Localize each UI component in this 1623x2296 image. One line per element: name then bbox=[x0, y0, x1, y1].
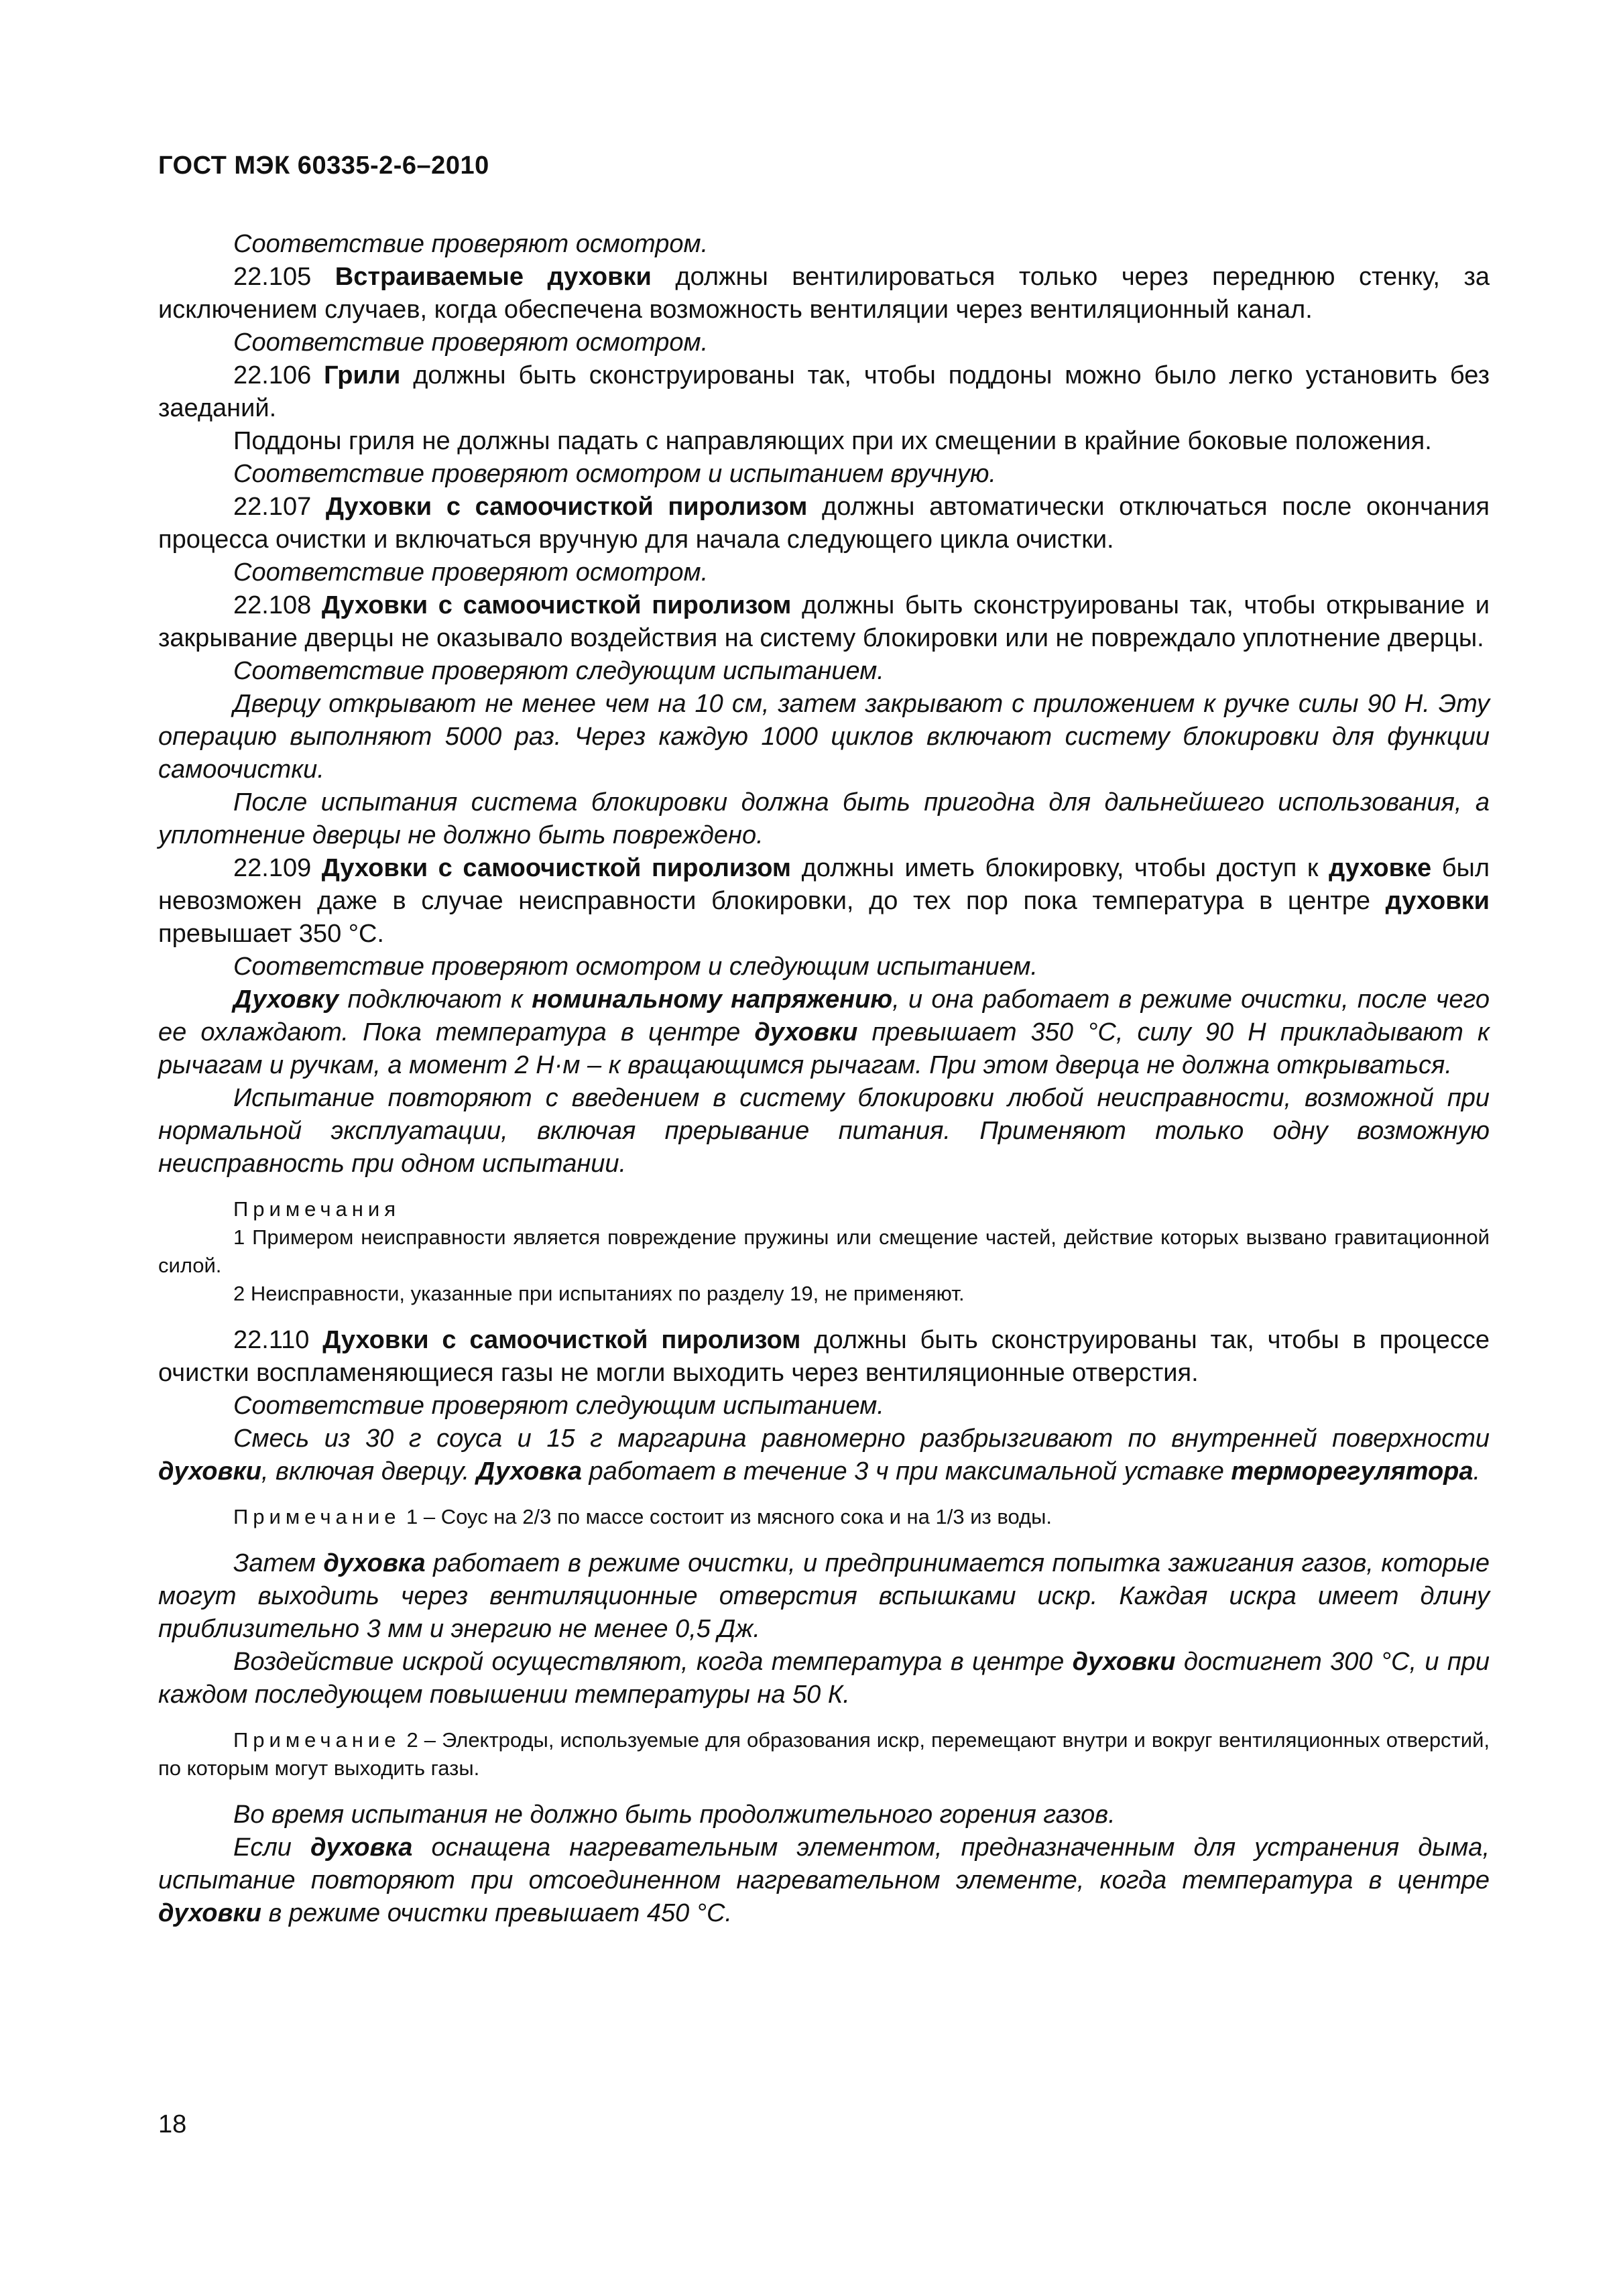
test-procedure: Если духовка оснащена нагревательным элементом, предназначенным для устранения дыма, испытание повторяют при отсоединенном нагревательном элементе, когда температура в центре духовки в режиме очистки превышает 450 °С. bbox=[158, 1833, 1490, 1927]
clause-22-105: 22.105 Встраиваемые духовки должны вентилироваться только через переднюю стенку, за исключением случаев, когда обеспечена возможность вентиляции через вентиляционный канал. bbox=[158, 263, 1490, 324]
note-item: 1 Примером неисправности является повреждение пружины или смещение частей, действие которых вызвано гравитационной силой. bbox=[158, 1225, 1490, 1277]
compliance-line: Соответствие проверяют осмотром. bbox=[233, 558, 709, 587]
clause-22-108: 22.108 Духовки с самоочисткой пиролизом должны быть сконструированы так, чтобы открывание и закрывание дверцы не оказывало воздействия на систему блокировки или не повреждало уплотнение дверцы. bbox=[158, 591, 1490, 652]
compliance-line: Соответствие проверяют осмотром. bbox=[233, 328, 709, 357]
document-body bbox=[158, 228, 1490, 1930]
clause-22-110: 22.110 Духовки с самоочисткой пиролизом должны быть сконструированы так, чтобы в процессе очистки воспламеняющиеся газы не могли выходить через вентиляционные отверстия. bbox=[158, 1326, 1490, 1387]
compliance-line: Соответствие проверяют следующим испытанием. bbox=[233, 1392, 884, 1420]
compliance-line: Соответствие проверяют осмотром и следующим испытанием. bbox=[233, 953, 1038, 981]
note-block bbox=[158, 1726, 1490, 1783]
test-procedure: Дверцу открывают не менее чем на 10 см, затем закрывают с приложением к ручке силы 90 Н. Эту операцию выполняют 5000 раз. Через каждую 1000 циклов включают систему блокировки для функции самоочистки. bbox=[158, 690, 1490, 784]
note-item: Примечание 1 – Соус на 2/3 по массе состоит из мясного сока и на 1/3 из воды. bbox=[233, 1505, 1053, 1528]
clause-22-106: 22.106 Грили должны быть сконструированы так, чтобы поддоны можно было легко установить без заеданий. bbox=[158, 361, 1490, 422]
note-item: 2 Неисправности, указанные при испытаниях по разделу 19, не применяют. bbox=[233, 1282, 965, 1305]
note-block bbox=[158, 1503, 1490, 1531]
compliance-line: Соответствие проверяют следующим испытанием. bbox=[233, 657, 884, 685]
page-number: 18 bbox=[158, 2110, 187, 2138]
test-procedure: Смесь из 30 г соуса и 15 г маргарина равномерно разбрызгивают по внутренней поверхности духовки, включая дверцу. Духовка работает в течение 3 ч при максимальной уставке терморегулятора. bbox=[158, 1425, 1490, 1486]
clause-22-107: 22.107 Духовки с самоочисткой пиролизом должны автоматически отключаться после окончания процесса очистки и включаться вручную для начала следующего цикла очистки. bbox=[158, 493, 1490, 554]
test-procedure: Духовку подключают к номинальному напряжению, и она работает в режиме очистки, после чего ее охлаждают. Пока температура в центре духовки превышает 350 °С, силу 90 Н прикладывают к рычагам и ручкам, а момент 2 Н·м – к вращающимся рычагам. При этом дверца не должна открываться. bbox=[158, 985, 1490, 1079]
test-procedure: Воздействие искрой осуществляют, когда температура в центре духовки достигнет 300 °С, и при каждом последующем повышении температуры на 50 К. bbox=[158, 1648, 1490, 1709]
note-item: Примечание 2 – Электроды, используемые для образования искр, перемещают внутри и вокруг вентиляционных отверстий, по которым могут выходить газы. bbox=[158, 1728, 1490, 1780]
test-procedure: Затем духовка работает в режиме очистки, и предпринимается попытка зажигания газов, которые могут выходить через вентиляционные отверстия вспышками искр. Каждая искра имеет длину приблизительно 3 мм и энергию не менее 0,5 Дж. bbox=[158, 1549, 1490, 1643]
document-header: ГОСТ МЭК 60335-2-6–2010 bbox=[158, 152, 489, 180]
test-procedure: После испытания система блокировки должна быть пригодна для дальнейшего использования, а уплотнение дверцы не должно быть повреждено. bbox=[158, 788, 1490, 849]
test-procedure: Во время испытания не должно быть продолжительного горения газов. bbox=[233, 1801, 1116, 1829]
notes-block bbox=[158, 1195, 1490, 1308]
notes-heading: Примечания bbox=[233, 1197, 400, 1221]
compliance-line: Соответствие проверяют осмотром. bbox=[233, 230, 709, 258]
clause-22-106-text: Поддоны гриля не должны падать с направляющих при их смещении в крайние боковые положения. bbox=[233, 427, 1432, 455]
test-procedure: Испытание повторяют с введением в систему блокировки любой неисправности, возможной при нормальной эксплуатации, включая прерывание питания. Применяют только одну возможную неисправность при одном испытании. bbox=[158, 1084, 1490, 1178]
compliance-line: Соответствие проверяют осмотром и испытанием вручную. bbox=[233, 460, 996, 488]
clause-22-109: 22.109 Духовки с самоочисткой пиролизом должны иметь блокировку, чтобы доступ к духовке был невозможен даже в случае неисправности блокировки, до тех пор пока температура в центре духовки превышает 350 °С. bbox=[158, 854, 1490, 948]
